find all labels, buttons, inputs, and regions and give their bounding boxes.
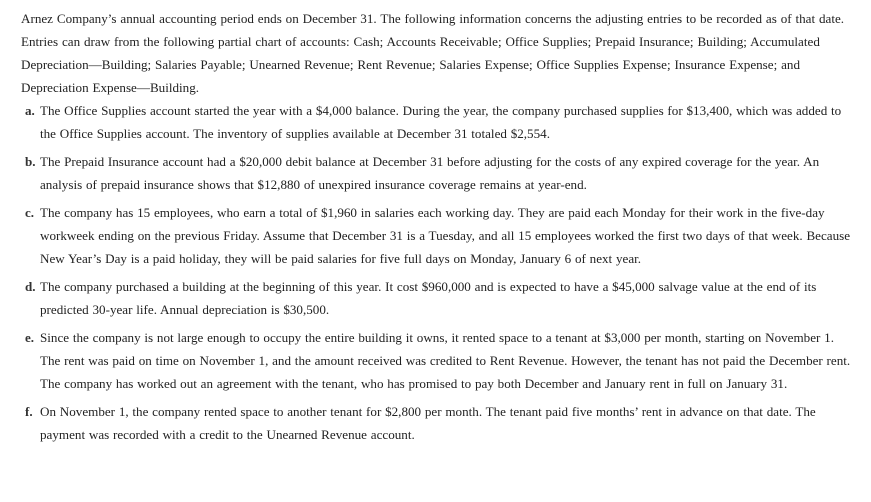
list-item — [21, 400, 857, 446]
item-text: The company has 15 employees, who earn a total of $1,960 in salaries each working day. They are paid each Monday for their work in the five-day workweek ending on the previous Friday. Assume that December 31 is a Tuesday, and all 15 employees worked the first two days of that week. Because New Year’s Day is a paid holiday, they will be paid salaries for five full days on Monday, January 6 of next year. — [40, 205, 851, 266]
item-text: On November 1, the company rented space to another tenant for $2,800 per month. The tenant paid five months’ rent in advance on that date. The payment was recorded with a credit to the Unearned Revenue account. — [40, 404, 816, 442]
item-letter: d. — [25, 279, 36, 294]
item-text: The Office Supplies account started the year with a $4,000 balance. During the year, the company purchased supplies for $13,400, which was added to the Office Supplies account. The inventory of supplies available at December 31 totaled $2,554. — [40, 103, 842, 141]
list-item — [21, 275, 857, 321]
adjustment-items-list — [21, 99, 857, 451]
problem-intro: Arnez Company’s annual accounting period ends on December 31. The following information concerns the adjusting entries to be recorded as of that date. Entries can draw from the following partial chart of accounts: Cash; Accounts Receivable; Office Supplies; Prepaid Insurance; Building; Accumulated Depreciation—Building; Salaries Payable; Unearned Revenue; Rent Revenue; Salaries Expense; Office Supplies Expense; Insurance Expense; and Depreciation Expense—Building. — [21, 11, 845, 95]
item-letter: e. — [25, 330, 35, 345]
list-item — [21, 326, 857, 395]
item-letter: f. — [25, 404, 33, 419]
item-letter: a. — [25, 103, 35, 118]
list-item — [21, 201, 857, 270]
item-letter: b. — [25, 154, 36, 169]
list-item — [21, 99, 857, 145]
item-letter: c. — [25, 205, 35, 220]
item-text: The Prepaid Insurance account had a $20,000 debit balance at December 31 before adjusting for the costs of any expired coverage for the year. An analysis of prepaid insurance shows that $12,880 of unexpired insurance coverage remains at year-end. — [40, 154, 820, 192]
item-text: Since the company is not large enough to occupy the entire building it owns, it rented space to a tenant at $3,000 per month, starting on November 1. The rent was paid on time on November 1, and the amount received was credited to Rent Revenue. However, the tenant has not paid the December rent. The company has worked out an agreement with the tenant, who has promised to pay both December and January rent in full on January 31. — [40, 330, 851, 391]
list-item — [21, 150, 857, 196]
item-text: The company purchased a building at the beginning of this year. It cost $960,000 and is expected to have a $45,000 salvage value at the end of its predicted 30-year life. Annual depreciation is $30,500. — [40, 279, 817, 317]
